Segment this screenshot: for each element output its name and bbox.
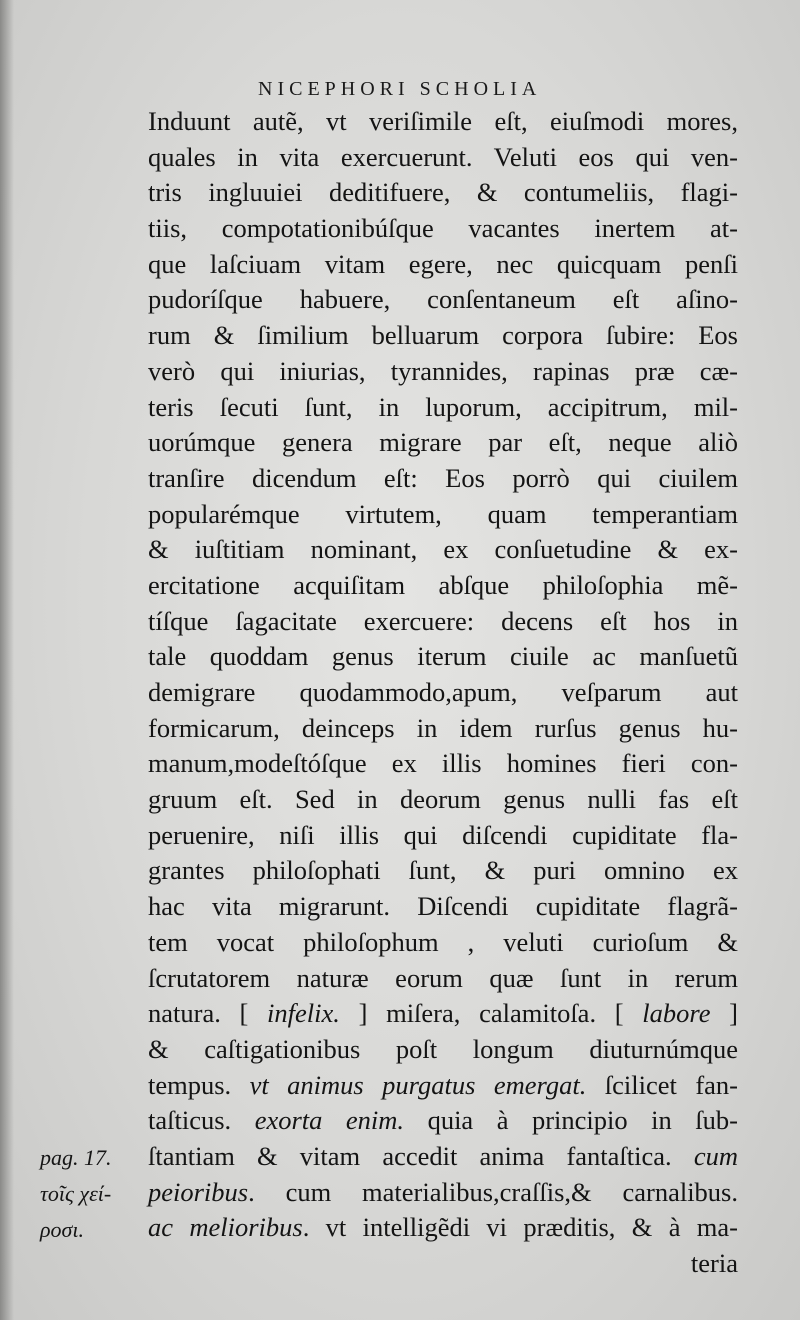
text-line <box>148 354 738 390</box>
text-segment: tempus. <box>148 1069 250 1100</box>
text-segment: Induunt autẽ, vt veriſimile eſt, eiuſmodi mores, <box>148 106 738 136</box>
text-line <box>148 497 738 533</box>
text-segment: tíſque ſagacitate exercuere: decens eſt hos in <box>148 605 738 636</box>
text-segment: tiis, compotationibúſque vacantes inertem at- <box>148 213 738 244</box>
text-line <box>148 1246 738 1282</box>
text-segment: ſcilicet fan- <box>586 1069 738 1100</box>
text-segment: ercitatione acquiſitam abſque philoſophia mẽ- <box>148 569 738 600</box>
italic-text: vt animus purgatus emergat. <box>249 1069 587 1100</box>
text-segment: taſticus. <box>148 1105 255 1136</box>
text-segment: que laſciuam vitam egere, nec quicquam penſi <box>148 248 738 279</box>
text-line <box>148 282 738 318</box>
text-line <box>148 247 738 283</box>
text-segment: & iuſtitiam nominant, ex conſuetudine & ex- <box>148 534 738 565</box>
text-segment: gruum eſt. Sed in deorum genus nulli fas eſt <box>148 784 738 815</box>
text-segment: teris ſecuti ſunt, in luporum, accipitrum, mil- <box>148 391 738 422</box>
text-segment: ſtantiam & vitam accedit anima fantaſtica. <box>148 1140 694 1171</box>
text-segment: ſcrutatorem naturæ eorum quæ ſunt in rerum <box>148 962 738 993</box>
text-segment: verò qui iniurias, tyrannides, rapinas præ cæ- <box>148 355 738 386</box>
text-segment: tem vocat philoſophum , veluti curioſum & <box>148 926 738 957</box>
text-line <box>148 711 738 747</box>
text-line <box>148 568 738 604</box>
text-line <box>148 853 738 889</box>
running-head: NICEPHORI SCHOLIA <box>258 78 542 100</box>
text-line <box>148 1068 738 1104</box>
text-line <box>148 1175 738 1211</box>
page-gutter-shadow <box>0 0 14 1320</box>
text-segment: natura. [ <box>148 998 268 1029</box>
text-line <box>148 1032 738 1068</box>
text-segment: quales in vita exercuerunt. Veluti eos qui ven- <box>148 141 738 172</box>
text-line <box>148 425 738 461</box>
margin-note: pag. 17. <box>40 1145 112 1171</box>
text-segment: ] miſera, calamitoſa. [ <box>339 998 643 1029</box>
italic-text: infelix. <box>267 998 340 1029</box>
text-segment: peruenire, niſi illis qui diſcendi cupiditate fla- <box>148 819 738 850</box>
text-line <box>148 996 738 1032</box>
text-segment: tale quoddam genus iterum ciuile ac manſuetũ <box>148 641 738 672</box>
text-segment: teria <box>690 1248 738 1278</box>
text-line <box>148 318 738 354</box>
text-segment: manum,modeſtóſque ex illis homines fieri con- <box>148 748 738 779</box>
text-line <box>148 140 738 176</box>
text-segment: . vt intelligẽdi vi præditis, & à ma- <box>302 1212 738 1243</box>
italic-text: exorta enim. <box>254 1105 405 1136</box>
text-line <box>148 1210 738 1246</box>
text-line <box>148 889 738 925</box>
text-line <box>148 1103 738 1139</box>
text-line <box>148 782 738 818</box>
text-line <box>148 390 738 426</box>
text-line <box>148 532 738 568</box>
text-segment: demigrare quodammodo,apum, veſparum aut <box>148 677 738 707</box>
margin-note: ροσι. <box>40 1216 85 1242</box>
body-text <box>148 104 738 1282</box>
text-line <box>148 1139 738 1175</box>
text-line <box>148 461 738 497</box>
text-segment: tris ingluuiei deditifuere, & contumeliis, flagi- <box>148 177 738 208</box>
text-segment: tranſire dicendum eſt: Eos porrò qui ciuilem <box>148 462 738 493</box>
margin-note: τοῖς χεί- <box>40 1181 112 1206</box>
text-segment: rum & ſimilium belluarum corpora ſubire: Eos <box>148 320 738 351</box>
text-line <box>148 639 738 675</box>
text-line <box>148 818 738 854</box>
text-segment: formicarum, deinceps in idem rurſus genus hu- <box>148 712 738 743</box>
italic-text: cum <box>693 1140 738 1171</box>
text-line <box>148 746 738 782</box>
text-line <box>148 961 738 997</box>
italic-text: peioribus <box>148 1176 249 1207</box>
italic-text: ac melioribus <box>148 1212 303 1243</box>
text-segment: ] <box>710 998 738 1029</box>
text-segment: popularémque virtutem, quam temperantiam <box>148 498 738 529</box>
text-line <box>148 925 738 961</box>
text-line <box>148 675 738 711</box>
text-line <box>148 604 738 640</box>
text-segment: . cum materialibus,craſſis,& carnalibus. <box>248 1176 738 1207</box>
text-segment: grantes philoſophati ſunt, & puri omnino ex <box>148 855 738 886</box>
text-segment: uorúmque genera migrare par eſt, neque aliò <box>148 427 738 458</box>
text-segment: pudoríſque habuere, conſentaneum eſt aſino- <box>148 284 738 315</box>
text-line <box>148 104 738 140</box>
text-segment: quia à principio in ſub- <box>404 1105 738 1136</box>
text-segment: & caſtigationibus poſt longum diuturnúmque <box>148 1033 738 1064</box>
text-line <box>148 211 738 247</box>
text-line <box>148 175 738 211</box>
text-segment: hac vita migrarunt. Diſcendi cupiditate flagrã- <box>148 891 738 922</box>
italic-text: labore <box>642 998 711 1029</box>
